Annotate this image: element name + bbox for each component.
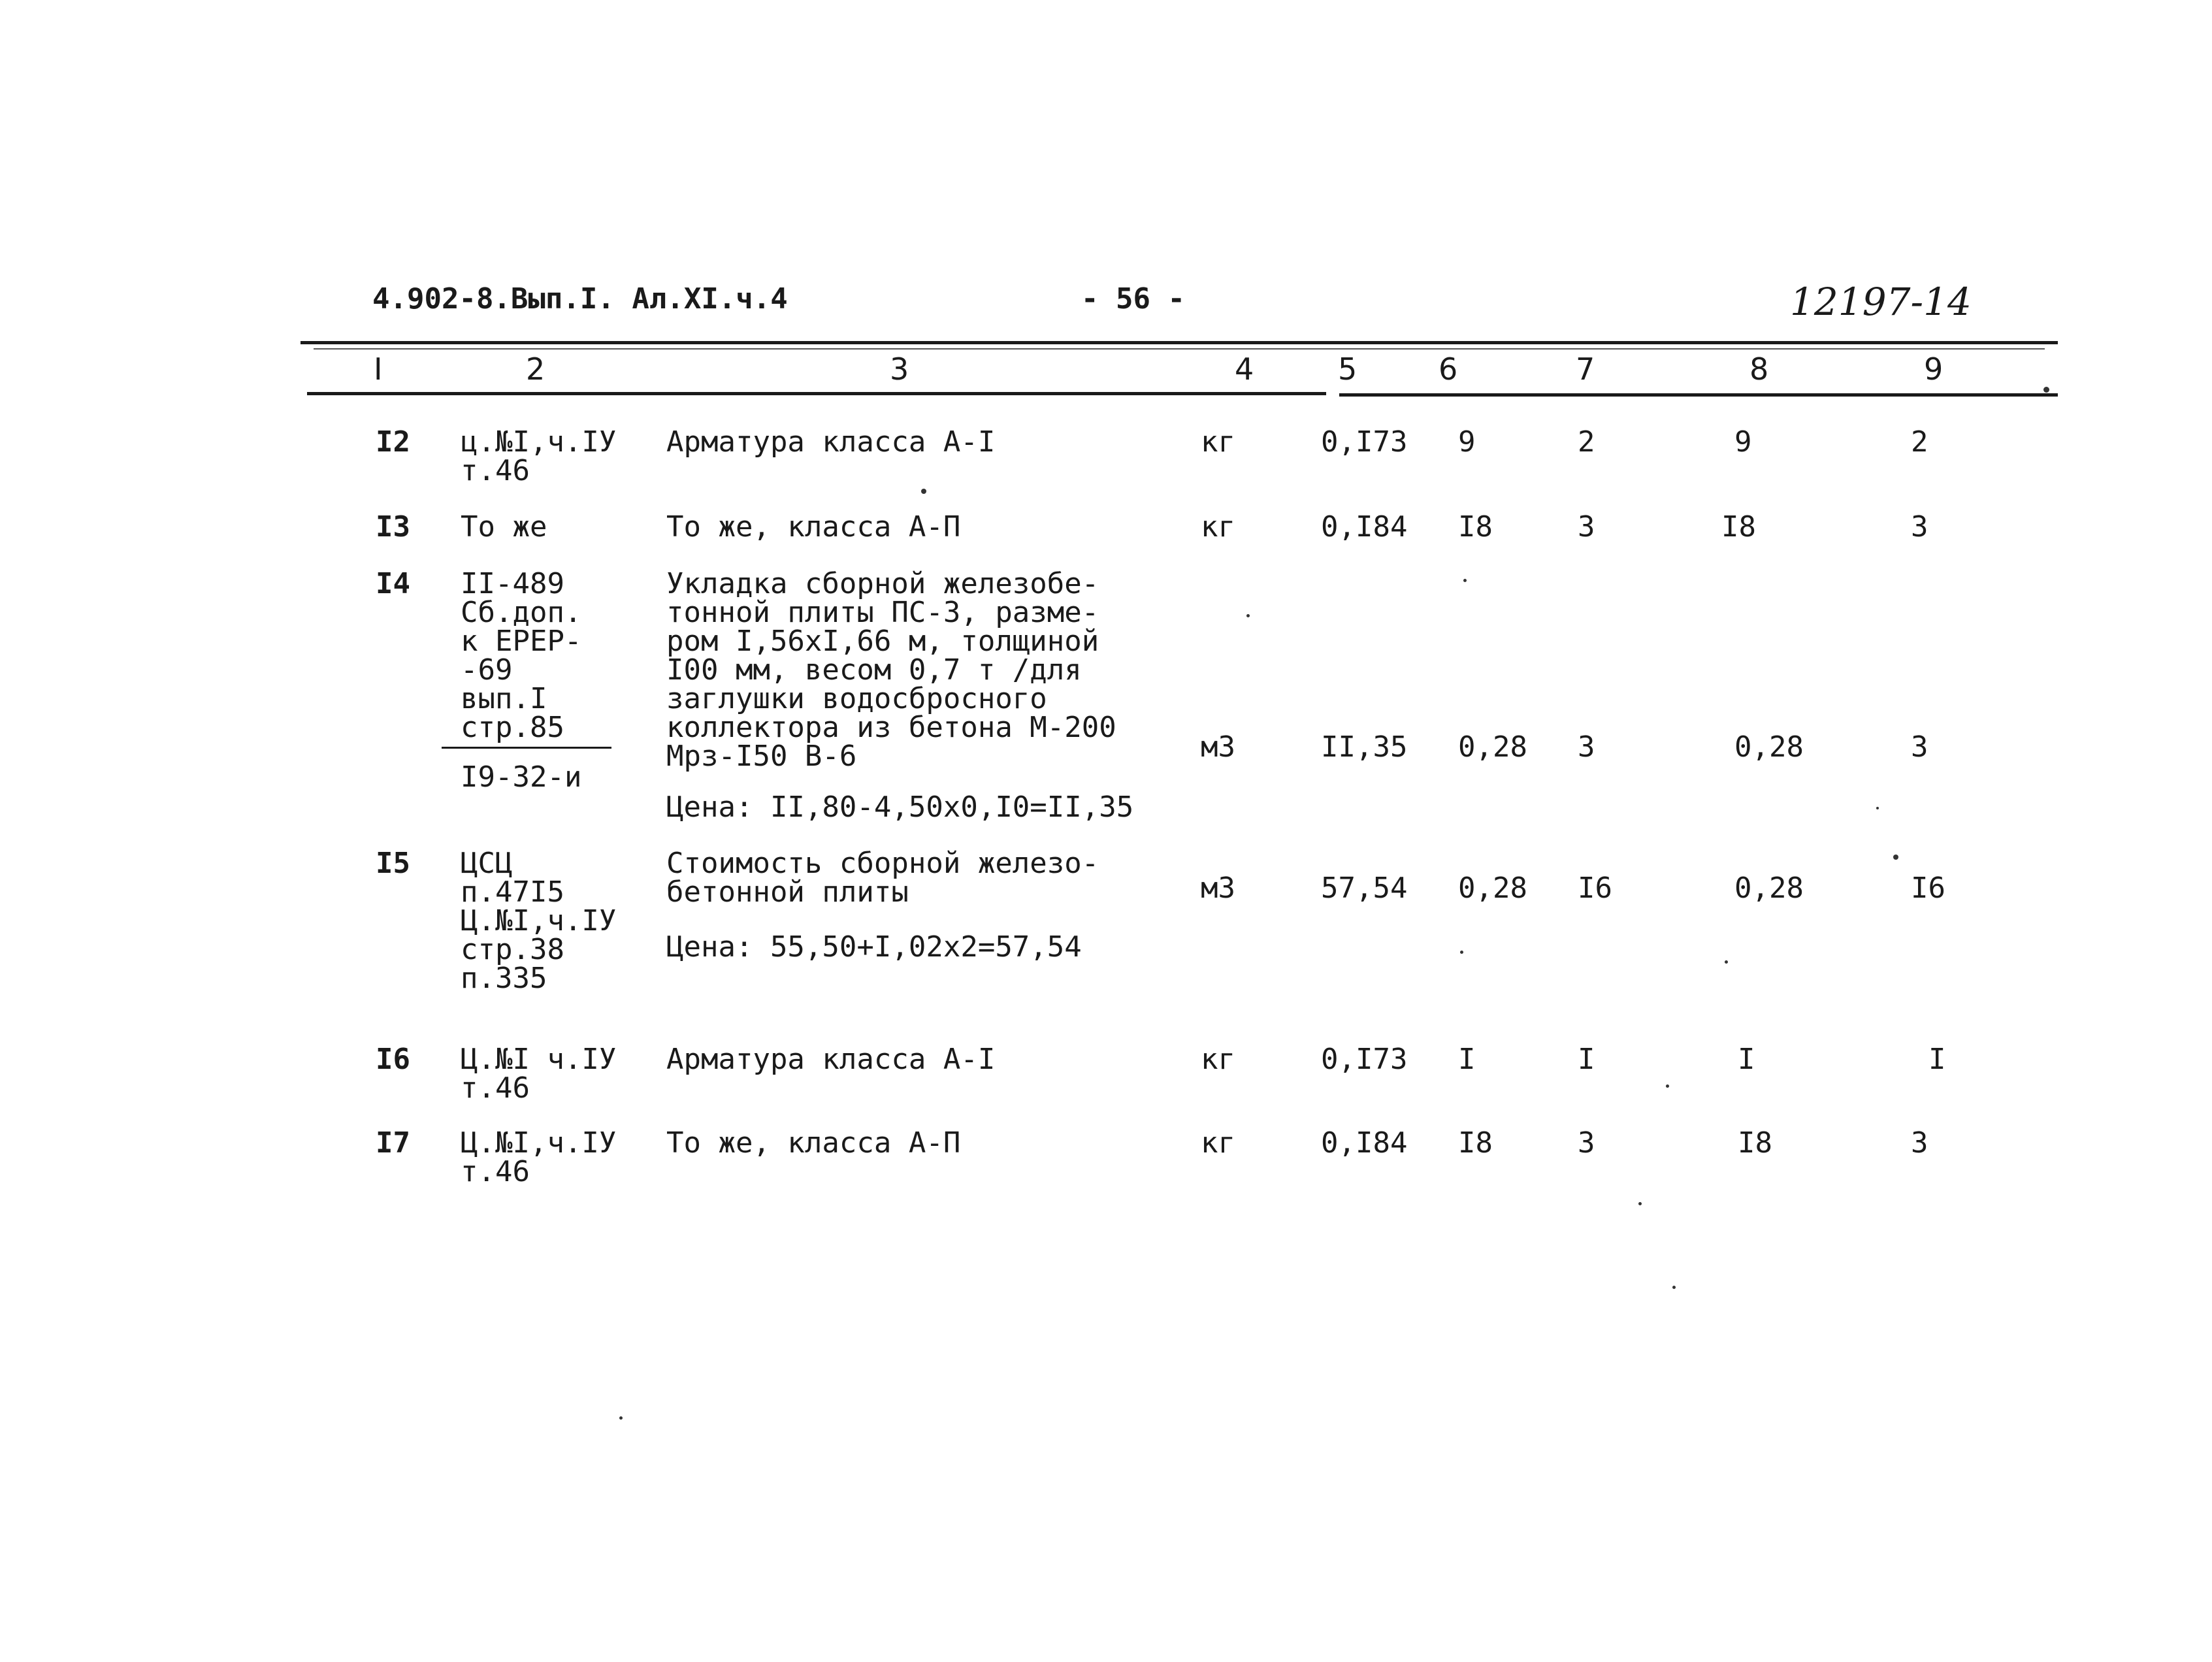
scan-speck	[1638, 1202, 1642, 1205]
reference-line: -69	[461, 653, 513, 687]
column-header-8: 8	[1749, 351, 1769, 387]
row-col9: I	[1928, 1043, 1946, 1076]
scan-speck	[1246, 614, 1250, 617]
column-header-7: 7	[1576, 351, 1595, 387]
reference-line: п.47I5	[461, 875, 564, 909]
column-header-9: 9	[1924, 351, 1944, 387]
row-reference	[461, 1045, 616, 1103]
description-line: ром I,56xI,66 м, толщиной	[666, 625, 1099, 658]
description-line: I00 мм, весом 0,7 т /для	[666, 653, 1082, 687]
row-description	[666, 567, 1116, 773]
column-header-3: 3	[890, 351, 909, 387]
row-col7: I	[1578, 1043, 1595, 1076]
row-col9: 3	[1911, 1126, 1928, 1160]
row-col8: I8	[1738, 1126, 1772, 1160]
row-number: I2	[376, 425, 410, 459]
reference-divider	[442, 747, 611, 749]
row-col6: I	[1458, 1043, 1476, 1076]
row-col7: 3	[1578, 1126, 1595, 1160]
reference-line: стр.38	[461, 933, 564, 966]
row-col6: 0,28	[1458, 872, 1527, 905]
description-line: бетонной плиты	[666, 875, 909, 909]
row-unit-price: 0,I73	[1321, 1043, 1408, 1076]
row-unit: м3	[1201, 730, 1235, 764]
scan-speck	[1725, 960, 1728, 964]
description-line: Укладка сборной железобе-	[666, 567, 1099, 600]
row-reference	[461, 567, 582, 744]
description-line: Стоимость сборной железо-	[666, 847, 1099, 880]
reference-line: Ц.№I,ч.IУ	[461, 904, 617, 937]
row-col7: 3	[1578, 510, 1595, 544]
row-description	[666, 425, 996, 459]
description-line: Арматура класса А-I	[666, 1043, 996, 1076]
row-col6: 9	[1458, 425, 1476, 459]
row-description	[666, 849, 1099, 907]
row-description	[666, 510, 961, 544]
row-unit-price: II,35	[1321, 730, 1408, 764]
row-number: I6	[376, 1043, 410, 1076]
reference-line: к ЕРЕР-	[461, 625, 582, 658]
row-col7: I6	[1578, 872, 1612, 905]
row-col9: 3	[1911, 510, 1928, 544]
price-note: Цена: 55,50+I,02x2=57,54	[666, 930, 1082, 964]
row-reference	[461, 510, 547, 544]
page-number: - 56 -	[1081, 282, 1185, 316]
row-number: I5	[376, 847, 410, 880]
row-col7: 3	[1578, 730, 1595, 764]
scan-speck	[921, 489, 926, 494]
row-unit: кг	[1201, 1043, 1235, 1076]
row-reference	[461, 1126, 617, 1188]
row-number: I7	[376, 1126, 410, 1160]
row-unit: кг	[1201, 425, 1235, 459]
scan-speck	[619, 1416, 623, 1420]
row-number: I4	[376, 567, 410, 600]
header-bottom-rule-right	[1339, 393, 2058, 397]
scan-speck	[1893, 855, 1898, 860]
row-col9: 3	[1911, 730, 1928, 764]
table-top-rule	[301, 341, 2058, 344]
column-header-2: 2	[526, 351, 545, 387]
scan-speck	[1672, 1286, 1676, 1289]
column-header-6: 6	[1439, 351, 1458, 387]
column-header-1: I	[374, 351, 383, 387]
description-line: заглушки водосбросного	[666, 682, 1047, 715]
reference-line: Сб.доп.	[461, 596, 582, 629]
row-unit: кг	[1201, 1126, 1235, 1160]
description-line: Арматура класса А-I	[666, 425, 996, 459]
row-unit-price: 0,I73	[1321, 425, 1408, 459]
document-code: 4.902-8.Вып.I. Ал.XI.ч.4	[372, 282, 788, 316]
reference-line: т.46	[461, 1155, 530, 1188]
reference-line: п.335	[461, 962, 547, 995]
row-col8: 0,28	[1734, 730, 1804, 764]
reference-line: То же	[461, 510, 547, 544]
row-col8: 9	[1734, 425, 1752, 459]
row-col7: 2	[1578, 425, 1595, 459]
reference-line: ЦСЦ	[461, 847, 513, 880]
scan-speck	[1876, 807, 1879, 809]
column-header-5: 5	[1338, 351, 1358, 387]
row-col6: I8	[1458, 510, 1493, 544]
scan-speck	[1460, 951, 1463, 954]
reference-line: стр.85	[461, 711, 564, 744]
reference-line: Ц.№I ч.IУ	[461, 1043, 617, 1076]
header-bottom-rule-left	[307, 392, 1326, 395]
reference-line: Ц.№I,ч.IУ	[461, 1126, 617, 1160]
row-col6: 0,28	[1458, 730, 1527, 764]
row-description	[666, 1126, 961, 1160]
row-description	[666, 1045, 995, 1074]
row-col9: I6	[1911, 872, 1945, 905]
row-col9: 2	[1911, 425, 1928, 459]
row-unit-price: 57,54	[1321, 872, 1408, 905]
description-line: тонной плиты ПС-3, разме-	[666, 596, 1099, 629]
row-unit: м3	[1201, 872, 1235, 905]
description-line: коллектора из бетона М-200	[666, 711, 1116, 744]
row-unit-price: 0,I84	[1321, 1126, 1408, 1160]
handwritten-number: 12197-14	[1790, 280, 1972, 324]
reference-line: т.46	[461, 1071, 530, 1105]
scan-speck	[1666, 1084, 1669, 1088]
row-number: I3	[376, 510, 410, 544]
column-header-4: 4	[1235, 351, 1254, 387]
row-col8: I8	[1721, 510, 1756, 544]
row-unit-price: 0,I84	[1321, 510, 1408, 544]
reference-line: вып.I	[461, 682, 547, 715]
description-line: То же, класса А-П	[666, 1126, 961, 1160]
row-col6: I8	[1458, 1126, 1493, 1160]
reference-line: т.46	[461, 454, 530, 487]
reference-line: ц.№I,ч.IУ	[461, 425, 617, 459]
reference-line: II-489	[461, 567, 564, 600]
row-reference	[461, 849, 616, 993]
row-col8: I	[1738, 1043, 1755, 1076]
row-col8: 0,28	[1734, 872, 1804, 905]
table-top-rule-thin	[314, 348, 2045, 350]
row-unit: кг	[1201, 510, 1235, 544]
reference-subline: I9-32-и	[461, 760, 582, 794]
row-reference	[461, 425, 617, 487]
description-line: Мрз-I50 В-6	[666, 740, 857, 773]
description-line: То же, класса А-П	[666, 510, 961, 544]
scan-speck	[1463, 579, 1467, 582]
scan-speck	[2043, 387, 2049, 393]
price-note: Цена: II,80-4,50x0,I0=II,35	[666, 790, 1134, 824]
